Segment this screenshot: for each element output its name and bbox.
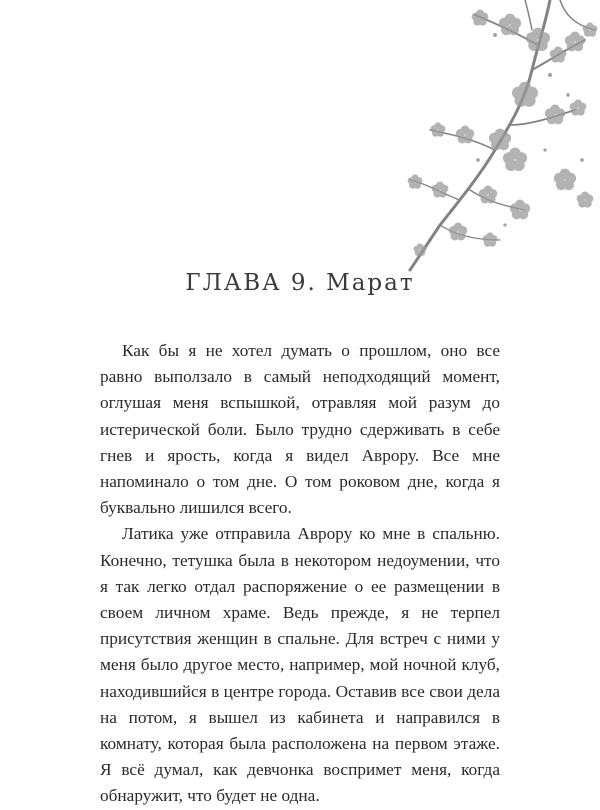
chapter-body <box>100 338 500 810</box>
paragraph: Как бы я не хотел думать о прошлом, оно все равно выползало в самый неподходящий момент, оглушая меня вспышкой, отравляя мой разум до истерической боли. Было трудно сдерживать в себе гнев и ярость, когда я видел Аврору. Все мне напоминало о том дне. О том роковом дне, когда я буквально лишился всего. <box>100 341 500 518</box>
paragraph: Латика уже отправила Аврору ко мне в спальню. Конечно, тетушка была в некотором недоумении, что я так легко отдал распоряжение о ее размещении в своем личном храме. Ведь прежде, я не терпел присутствия женщин в спальне. Для встреч с ними у меня было другое место, например, мой ночной клуб, находившийся в центре города. Оставив все свои дела на потом, я вышел из кабинета и направился в комнату, которая была расположена на первом этаже. Я всё думал, как девчонка воспримет меня, когда обнаружит, что будет не одна. <box>100 524 500 806</box>
chapter-title: ГЛАВА 9. Марат <box>185 270 415 296</box>
cherry-blossom-branch-illustration <box>360 0 600 275</box>
